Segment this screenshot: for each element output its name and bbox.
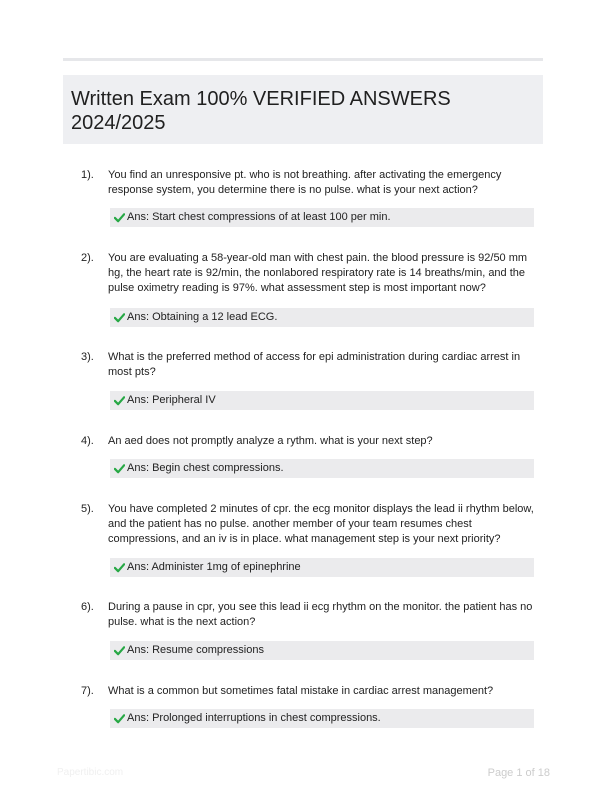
check-icon	[114, 463, 125, 474]
question-number: 7).	[81, 685, 94, 697]
question-number: 2).	[81, 252, 94, 264]
answer-text: Ans: Resume compressions	[127, 644, 264, 656]
page-title	[71, 87, 511, 135]
title-line-1: Written Exam 100% VERIFIED ANSWERS	[71, 88, 451, 110]
check-icon	[114, 562, 125, 573]
question-text: An aed does not promptly analyze a rythm. what is your next step?	[108, 435, 433, 447]
answer-box	[110, 558, 534, 577]
page-number: Page 1 of 18	[487, 767, 550, 779]
question-number: 4).	[81, 435, 94, 447]
answer-text: Ans: Prolonged interruptions in chest compressions.	[127, 712, 381, 724]
question-number: 3).	[81, 351, 94, 363]
question-text: You are evaluating a 58-year-old man with chest pain. the blood pressure is 92/50 mm hg, the heart rate is 92/min, the nonlabored respiratory rate is 14 breaths/min, and the pulse oximetry reading is 97%. what assessment step is most important now?	[108, 252, 528, 294]
answer-box	[110, 709, 534, 728]
question-text: You have completed 2 minutes of cpr. the ecg monitor displays the lead ii rhythm below, and the patient has no pulse. another member of your team resumes chest compressions, and an iv is in place. what management step is your next priority?	[108, 503, 534, 545]
question-text: What is the preferred method of access for epi administration during cardiac arrest in most pts?	[108, 351, 521, 378]
check-icon	[114, 312, 125, 323]
answer-box	[110, 208, 534, 227]
question-number: 5).	[81, 503, 94, 515]
question-text: During a pause in cpr, you see this lead ii ecg rhythm on the monitor. the patient has no pulse. what is the next action?	[108, 601, 533, 628]
answer-text: Ans: Peripheral IV	[127, 394, 216, 406]
check-icon	[114, 645, 125, 656]
title-line-2: 2024/2025	[71, 112, 166, 134]
top-divider	[63, 58, 543, 61]
question-text: What is a common but sometimes fatal mistake in cardiac arrest management?	[108, 685, 494, 697]
check-icon	[114, 395, 125, 406]
answer-text: Ans: Administer 1mg of epinephrine	[127, 561, 301, 573]
check-icon	[114, 212, 125, 223]
answer-box	[110, 391, 534, 410]
answer-box	[110, 308, 534, 327]
footer-watermark: Papertibic.com	[57, 767, 124, 778]
title-banner	[63, 75, 543, 144]
check-icon	[114, 713, 125, 724]
answer-box	[110, 459, 534, 478]
question-number: 6).	[81, 601, 94, 613]
question-text: You find an unresponsive pt. who is not breathing. after activating the emergency response system, you determine there is no pulse. what is your next action?	[108, 169, 502, 196]
answer-text: Ans: Start chest compressions of at least 100 per min.	[127, 211, 391, 223]
answer-box	[110, 641, 534, 660]
question-number: 1).	[81, 169, 94, 181]
answer-text: Ans: Obtaining a 12 lead ECG.	[127, 311, 278, 323]
answer-text: Ans: Begin chest compressions.	[127, 462, 284, 474]
